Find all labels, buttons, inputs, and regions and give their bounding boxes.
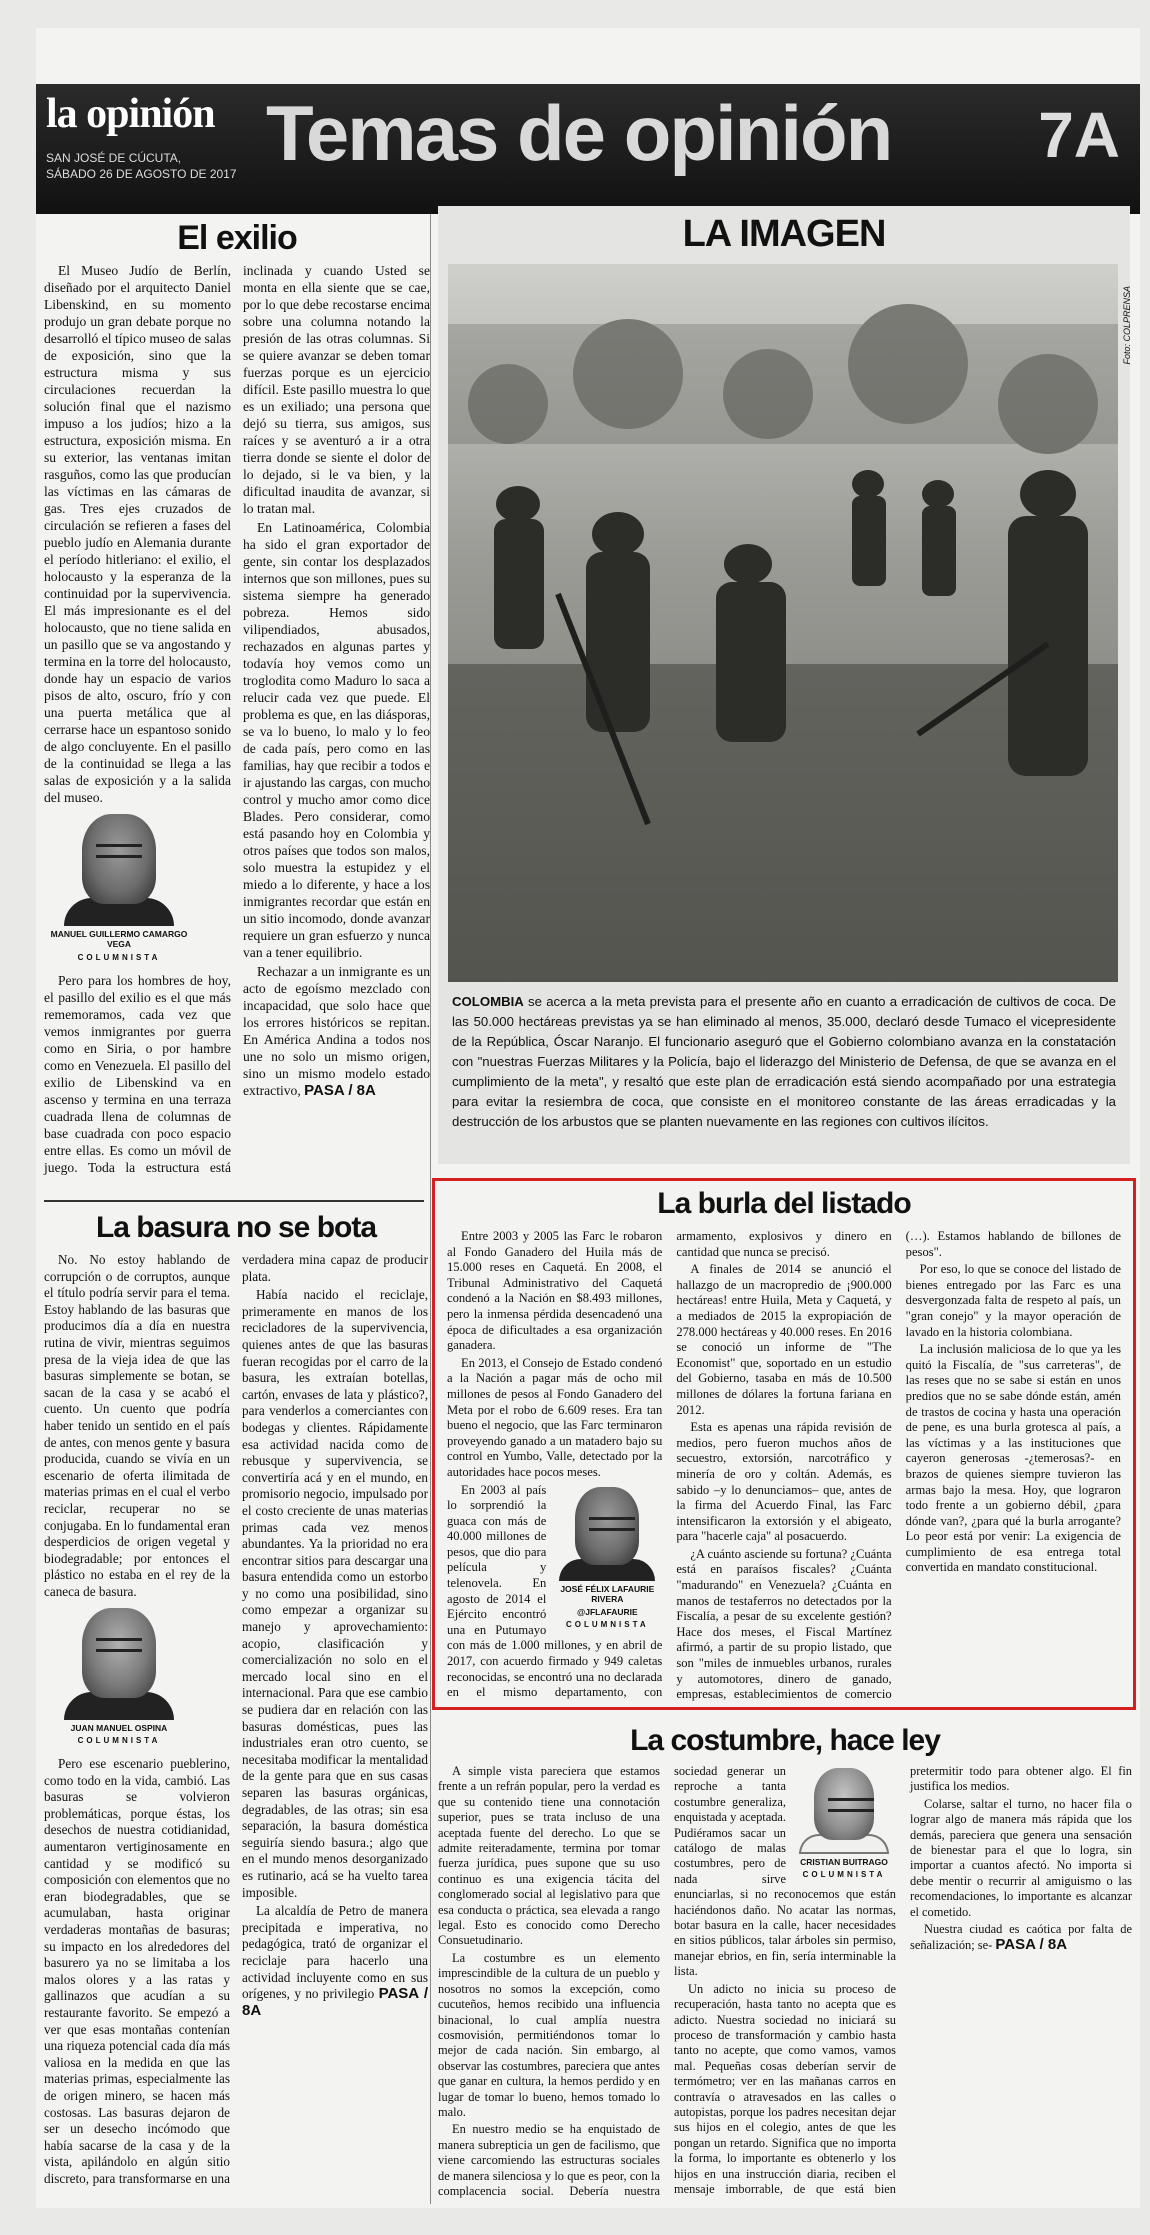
columnist-portrait (814, 1768, 874, 1840)
article-body (44, 1252, 428, 2196)
paragraph: La costumbre es un elemento imprescindible de la cultura de un pueblo y nosotros no somos la excepción, como cucuteños, hemos recibido una influencia binacional, lo cual amplía nuestra cosmovisión, permitiéndonos tomar lo mejor de cada nación. Sin embargo, al observar las costumbres, pareciera que antes que ganar en cultura, la hemos perdido y en lugar de tomar lo bueno, hemos tomado lo malo. (438, 1950, 660, 2119)
columnist-name: JUAN MANUEL OSPINA (70, 1723, 168, 1734)
dateline-location: SAN JOSÉ DE CÚCUTA, (46, 151, 182, 165)
paragraph: Por eso, lo que se conoce del listado de bienes entregado por las Farc es una desvergonzada falta de respeto al país, un "gran conejo" y la mayor operación de lavado en la historia colombiana. (905, 1262, 1121, 1339)
article-body (44, 262, 430, 1184)
feature-image-block (438, 206, 1130, 1164)
columnist-photo (44, 1608, 194, 1750)
article-burla-highlighted (432, 1178, 1136, 1710)
page-number: 7A (1038, 99, 1120, 171)
dateline-date: SÁBADO 26 DE AGOSTO DE 2017 (46, 167, 237, 181)
caption-lead: COLOMBIA (452, 994, 524, 1009)
columnist-handle: @JFLAFAURIE (576, 1606, 638, 1617)
paragraph: ¿A cuánto asciende su fortuna? ¿Cuánta está en paraísos fiscales? ¿Cuánta "madurando" en Venezuela? ¿Cuánta en manos de testaferros no detectados por la Fiscalía, a pesar de su excelente gestión? Hace dos meses, el Fiscal Martínez afirmó, a partir de su propio listado, que son "miles de inmuebles urbanos, rurales y automotores, dinero de ganado, empresas, establecimientos de comercio (…). Estamos hablando de billones de pesos". (676, 1229, 1121, 1702)
article-title: La costumbre, hace ley (630, 1724, 940, 1757)
dateline (46, 150, 237, 182)
paragraph: En 2003 al país lo sorprendió la guaca con más de 40.000 millones de pesos, que dio para película y telenovela. En agosto de 2014 el Ejército encontró una en Putumayo con más de 1.000 millones, y en abril de 2017, con acuerdo firmado y 949 caletas reconocidas, se encontró una no declarada en el mismo departamento, con armamento, explosivos y dinero en cantidad que nunca se precisó. (447, 1229, 892, 1700)
article-body (438, 1764, 1132, 2200)
columnist-portrait (82, 1608, 156, 1698)
columnist-photo (792, 1768, 896, 1882)
photo-illustration (448, 264, 1118, 982)
paragraph: Colarse, saltar el turno, no hacer fila o lograr algo de manera más rápida que los demás, pareciera que genera una sensación de bienestar para el que lo logra, sin importar a cuantos afectó. No importa si debe mentir o recurrir al amiguismo o las recomendaciones, lo importante es alcanzar el cometido. (910, 1796, 1132, 1919)
article-basura (44, 1204, 428, 2204)
photo-caption: COLOMBIA se acerca a la meta prevista para el presente año en cuanto a erradicación de cultivos de coca. De las 50.000 hectáreas previstas ya se han eliminado al menos, 35.000, declaró desde Tumaco el vicepresidente de la República, Óscar Naranjo. El funcionario aseguró que el Gobierno colombiano avanza en la constatación con "nuestras Fuerzas Militares y la Policía, bajo el liderazgo del Ministerio de Defensa, de que se avanza en el cumplimiento de la meta", y resaltó que este plan de erradicación está siendo acompañado por una estrategia para evitar la resiembra de coca, que consiste en el monitoreo constante de las áreas erradicadas y la destrucción de los arbustos que se planten nuevamente en las regiones con cultivos ilícitos. (452, 994, 1116, 1129)
paragraph: Rechazar a un inmigrante es un acto de egoísmo mezclado con incapacidad, que solo hace que los errores históricos se repitan. En América Andina a todos nos une no solo un mismo origen, sino un mismo modelo estado extractivo, PASA / 8A (243, 964, 430, 1099)
paragraph: A simple vista pareciera que estamos frente a un refrán popular, pero la verdad es que su contenido tiene una connotación superior, pues se trata incluso de una aceptada fuente del derecho. Lo que se admite reiteradamente, termina por tomar fuerza jurídica, pues supone que su uso continuo es una exigencia tácita del conglomerado social al legislativo para que esa conducta o práctica, sea elevada a rango legal. Esto es conocido como Derecho Consuetudinario. (438, 1764, 660, 1948)
paragraph: Nuestra ciudad es caótica por falta de señalización; se- PASA / 8A (910, 1922, 1132, 1954)
section-title: Temas de opinión (266, 89, 892, 177)
columnist-name: MANUEL GUILLERMO CAMARGO VEGA (50, 929, 188, 949)
jump-link[interactable]: PASA / 8A (242, 1985, 429, 2019)
paragraph: En Latinoamérica, Colombia ha sido el gran exportador de gente, sin contar los desplazados internos que son millones, pues su sistema siempre ha generado pobreza. Hemos sido vilipendiados, abusados, rechazados en algunas partes y todavía hoy vemos como un troglodita como Maduro lo saca a relucir cada vez que puede. El problema es que, en las diásporas, se va lo bueno, lo malo y lo feo de cada país, pero como en las familias, hay que recibir a todos e ir ajustando las cargas, con mucho control y mucho amor como dice Blades. Pero considerar, como está pasando hoy en Colombia y otros países que todos son malos, solo muestra la estupidez y el miedo a lo diferente, y hace a los inmigrantes recordar que están en un sitio incomodo, donde avanzar requiere un gran esfuerzo y nunca van a tener equilibrio. (243, 520, 430, 960)
paragraph: La alcaldía de Petro de manera precipitada e imperativa, no pedagógica, trató de organizar el reciclaje para hacerlo una actividad incluyente como en sus orígenes, y no privilegio PASA / 8A (242, 1903, 429, 2019)
newspaper-page (36, 28, 1140, 2208)
coca-eradication-photo (448, 264, 1118, 982)
masthead (36, 84, 1140, 214)
jump-link[interactable]: PASA / 8A (304, 1082, 376, 1099)
columnist-role: COLUMNISTA (565, 1619, 649, 1629)
paragraph: Esta es apenas una rápida revisión de medios, pero fueron muchos años de secuestro, extorsión, narcotráfico y minería de oro y coltán. Además, es sabido –y lo denunciamos– que, antes de la firma del Acuerdo Final, las Farc intensificaron la extorsión y el abigeato, para "hacerle caja" al posacuerdo. (676, 1420, 892, 1544)
paragraph: En 2013, el Consejo de Estado condenó a la Nación a pagar más de ocho mil millones de pesos al Fondo Ganadero del Meta por el robo de 6.609 reses. Era tan bueno el negocio, que las Farc terminaron proveyendo ganado a un matadero bajo su control en Yumbo, Valle, detectado por la autoridades hace pocos meses. (447, 1355, 663, 1479)
article-body (447, 1229, 1121, 1703)
columnist-photo (552, 1487, 662, 1633)
paragraph: A finales de 2014 se anunció el hallazgo de un macropredio de ¡900.000 hectáreas! entre Huila, Meta y Caquetá, y a mediados de 2015 la expropiación de 278.000 hectáreas y 40.000 reses. En 2016 se conoció un informe de "The Economist" que, soportado en un estudio del Gobierno, tasaba en más de 10.500 millones de dólares la fortuna fariana en 2012. (676, 1262, 892, 1417)
columnist-photo (44, 814, 194, 966)
paragraph: La inclusión maliciosa de lo que ya les quitó la Fiscalía, de "sus carreteras", de las reses que no se sabe si están en unos predios que no se sabe dónde están, amén de trastos de cocina y hasta una operación de pene, es una burla grotesca al país, a las víctimas y a las instituciones que cayeron generosas -¿temerosas?- en brazos de quienes siempre tuvieron las armas bajo la mesa. Hoy, que lograron todo frente a un gobierno débil, ¿para dónde van?, ¿para qué la burla arrogante? Lo peor está por venir: La exigencia de cumplimiento de esa entrega total convertida en mandato constitucional. (905, 1342, 1121, 1575)
paragraph: No. No estoy hablando de corrupción o de corruptos, aunque el título podría servir para el tema. Estoy hablando de las basuras que producimos día a día en nuestra rutina de vivir, mientras seguimos presa de la vieja idea de que las basuras simplemente se botan, se sacan de la casa y se acabó el cuento. Un cuento que podría haber tenido un sentido en el país de antes, con menos gente y basura producida, cuando se vivía en un escenario de oferta ilimitada de materias primas en el cual el verbo reciclar, recuperar no se conjugaba. En lo fundamental eran desperdicios de origen vegetal y biodegradable; por entonces el plástico no estaba en el rey de la caneca de basura. (44, 1252, 230, 1599)
paragraph: El Museo Judío de Berlín, diseñado por el arquitecto Daniel Libenskind, en su momento produjo un gran debate porque no desarrolló el típico museo de salas de exposición, sino que la estructura misma y sus circulaciones recuerdan la solución final que el nazismo impuso a los judíos; hizo a la estructura, exposición misma. En su exterior, las ventanas imitan rasguños, como las que producían las víctimas en las cámaras de gas. Tres ejes cruzados de circulación se refieren a fases del pueblo judío en Alemania durante el período hitleriano: el exilio, el holocausto y la esperanza de la continuidad por la supervivencia. El más impresionante es el del holocausto, que no tiene salida en un pasillo que se va angostando y termina en la torre del holocausto, donde hay un espacio de varios pisos de alto, oscuro, frío y con una puerta metálica que al cerrarse hace un espantoso sonido de algo concluyente. En el pasillo de la continuidad se llega a las salas de exposición y a la salida del museo. (44, 263, 231, 805)
article-exilio (44, 214, 430, 1194)
newspaper-logo: la opinión (46, 91, 215, 137)
article-title: El exilio (177, 219, 297, 257)
columnist-name: CRISTIAN BUITRAGO (800, 1857, 888, 1867)
article-title: La burla del listado (657, 1187, 911, 1220)
paragraph: En nuestro medio se ha enquistado de manera subrepticia un gen de facilismo, que viene carcomiendo las estructuras sociales de manera silenciosa y lo que es peor, con la complacencia social. Debería nuestra sociedad generar un reproche a tanta costumbre generaliza, enquistada y aceptada. Pudiéramos sacar un catálogo de malas costumbres, pero de nada sirve enunciarlas, si no reconocemos que están haciéndonos daño. No acatar las normas, botar basura en la calle, hacer necesidades en sitios públicos, talar árboles sin permiso, manejar ebrios, en fin, sería interminable la lista. (438, 1764, 896, 2198)
paragraph: Pero ese escenario pueblerino, como todo en la vida, cambió. Las basuras se volvieron problemáticas, porque éstas, los desechos de nuestra cotidianidad, aumentaron vertiginosamente en cantidad y se modificó su composición con elementos que no eran biodegradables, que se acumulaban, hasta originar verdaderas montañas de basuras; su impacto en los alrededores del basurero ya no se limitaba a los malos olores y a las ratas y gallinazos que acudían a su restaurante favorito. Se empezó a ver que esas montañas contenían una riqueza potencial cada día más valiosa en la medida en que las materias primas, especialmente las de origen minero, se hacen más costosas. Las basuras dejaron de ser un desecho incómodo que había sacarse de la casa y de la vista, apilándolo en algún sitio discreto, para transformarse en una verdadera mina capaz de producir plata. (44, 1252, 428, 2186)
paragraph: Había nacido el reciclaje, primeramente en manos de los recicladores de la supervivencia, quienes antes de que las basuras fueran recogidas por el carro de la basura, les extraían botellas, cartón, envases de lata y plástico?, para venderlos a comerciantes con bodegas y clientes. Rápidamente esa actividad nacida como de rebusque y supervivencia, se convertiría acá y en el mundo, en promisorio negocio, impulsado por el costo creciente de unas materias primas cada vez menos abundantes. Ya la prioridad no era encontrar sitios para descargar una basura entendida como un estorbo y no como una posibilidad, sino como empezar a organizar su manejo y aprovechamiento: acopio, clasificación y comercialización no solo en el mercado local sino en el internacional. Para que ese cambio se pudiera dar en relación con las basuras domésticas, pues las industriales eran otro cuento, se necesitaba modificar la mentalidad de la gente para que en sus casas separen las basuras orgánicas, degradables, de las otras; sin esa separación, la basura doméstica seguiría siendo basura.; algo que en el mundo menos desorganizado es rutinario, acá se ha vuelto tarea imposible. (242, 1287, 428, 1900)
article-costumbre (438, 1718, 1132, 2204)
columnist-name: JOSÉ FÉLIX LAFAURIE RIVERA (560, 1583, 655, 1604)
columnist-portrait (82, 814, 156, 904)
columnist-role: COLUMNISTA (77, 953, 161, 962)
photo-credit: Foto: COLPRENSA (1122, 286, 1132, 365)
columnist-portrait (575, 1487, 639, 1565)
jump-link[interactable]: PASA / 8A (995, 1936, 1068, 1954)
article-title: La basura no se bota (95, 1211, 377, 1244)
paragraph: Entre 2003 y 2005 las Farc le robaron al Fondo Ganadero del Huila más de 15.000 reses en Caquetá. En 2008, el Tribunal Administrativo del Caquetá condenó a la Nación en $8.493 millones, pero la inmensa pérdida desencadenó una época de dificultades a esa organización ganadera. (447, 1229, 663, 1353)
feature-title: LA IMAGEN (682, 213, 886, 255)
columnist-role: COLUMNISTA (77, 1736, 161, 1746)
paragraph: Pero para los hombres de hoy, el pasillo del exilio es el que más rememoramos, cada vez que vemos inmigrantes por guerra como en Siria, o por hambre como en Venezuela. El pasillo del exilio de Libenskind va en ascenso y termina en una terraza cuadrada llena de columnas de base cuadrada con poco espacio entre ellas. Es como un móvil de juego. Toda la estructura está inclinada y cuando Usted se monta en ella siente que se cae, por lo que debe recostarse encima sobre una columna notando la presión de las otras columnas. Si se quiere avanzar se deben tomar fuerzas porque es un ejercicio difícil. Este pasillo muestra lo que es un exiliado; una persona que dejó su tierra, sus amigos, sus raíces y se aventuró a ir a otra tierra donde se siente el dolor de lo dejado, si le va bien, y la dificultad inaudita de avanzar, si lo tratan mal. (44, 263, 430, 1175)
paragraph: Un adicto no inicia su proceso de recuperación, hasta tanto no acepta que es adicto. Nuestra sociedad no iniciará su proceso de transformación y cambio hasta tanto no acepte, que como vamos, vamos mal. Pequeñas cosas deberían servir de termómetro; ver en las mañanas carros en contravía o atravesados en las calles o autopistas, porque los padres necesitan dejar sus hijos en el colegio, antes de que les pongan un retardo. Significa que no importa la forma, lo importante es obtenerlo y los hijos en una instrucción diaria, reciben el mensaje imborrable, de que está bien pretermitir todo para obtener algo. El fin justifica los medios. (674, 1764, 1132, 2196)
columnist-role: COLUMNISTA (802, 1870, 886, 1879)
